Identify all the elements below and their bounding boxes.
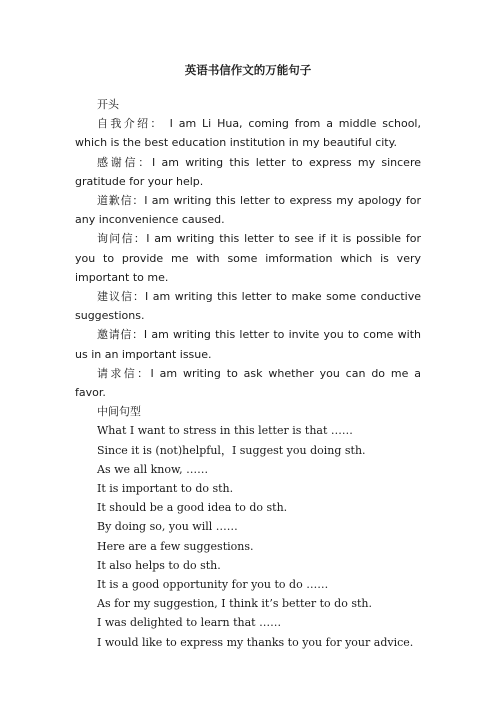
paragraph-text: I am writing this letter to express my sincere gratitude for your help.	[75, 155, 421, 188]
section-heading-middle: 中间句型	[97, 405, 141, 419]
document-body	[75, 95, 421, 652]
paragraph-text: I am writing this letter to see if it is possible for you to provide me with some imformation which is very important to me.	[75, 232, 421, 284]
opening-paragraph	[75, 191, 421, 229]
opening-paragraph	[75, 229, 421, 287]
paragraph-label: 自我介绍：	[97, 117, 164, 131]
sentence-line: As we all know, ……	[97, 462, 209, 476]
paragraph-text: I am writing this letter to express my apology for any inconvenience caused.	[75, 194, 421, 227]
opening-paragraph	[75, 364, 421, 402]
sentence-line: I would like to express my thanks to you for your advice.	[97, 635, 414, 649]
sentence-line: It is a good opportunity for you to do ……	[97, 578, 329, 592]
paragraph-label: 感谢信：	[97, 155, 153, 169]
paragraph-label: 邀请信：	[97, 328, 144, 342]
sentence-line: It should be a good idea to do sth.	[97, 501, 288, 515]
paragraph-text: I am writing this letter to make some conductive suggestions.	[75, 290, 421, 323]
paragraph-text: I am writing this letter to invite you to come with us in an important issue.	[75, 328, 421, 361]
paragraph-text: I am Li Hua, coming from a middle school, which is the best education institution in my beautiful city.	[75, 117, 421, 150]
opening-paragraph	[75, 153, 421, 191]
document-title: 英语书信作文的万能句子	[184, 63, 312, 77]
sentence-line: What I want to stress in this letter is that ……	[97, 424, 353, 438]
section-heading-opening: 开头	[97, 98, 119, 111]
paragraph-label: 询问信：	[97, 232, 147, 246]
opening-paragraph	[75, 325, 421, 363]
sentence-line: It also helps to do sth.	[97, 558, 221, 572]
sentence-line: By doing so, you will ……	[97, 520, 238, 534]
sentence-line: It is important to do sth.	[97, 482, 234, 496]
sentence-line: Here are a few suggestions.	[97, 539, 254, 553]
paragraph-label: 请求信：	[97, 366, 151, 380]
opening-paragraph	[75, 114, 421, 152]
sentence-line: Since it is (not)helpful，I suggest you doing sth.	[97, 443, 366, 457]
sentence-line: As for my suggestion, I think it’s better to do sth.	[97, 597, 372, 611]
paragraph-label: 道歉信：	[97, 194, 145, 208]
opening-paragraph	[75, 287, 421, 325]
sentence-line: I was delighted to learn that ……	[97, 616, 282, 630]
paragraph-text: I am writing to ask whether you can do me a favor.	[75, 366, 422, 400]
paragraph-label: 建议信：	[97, 290, 146, 304]
